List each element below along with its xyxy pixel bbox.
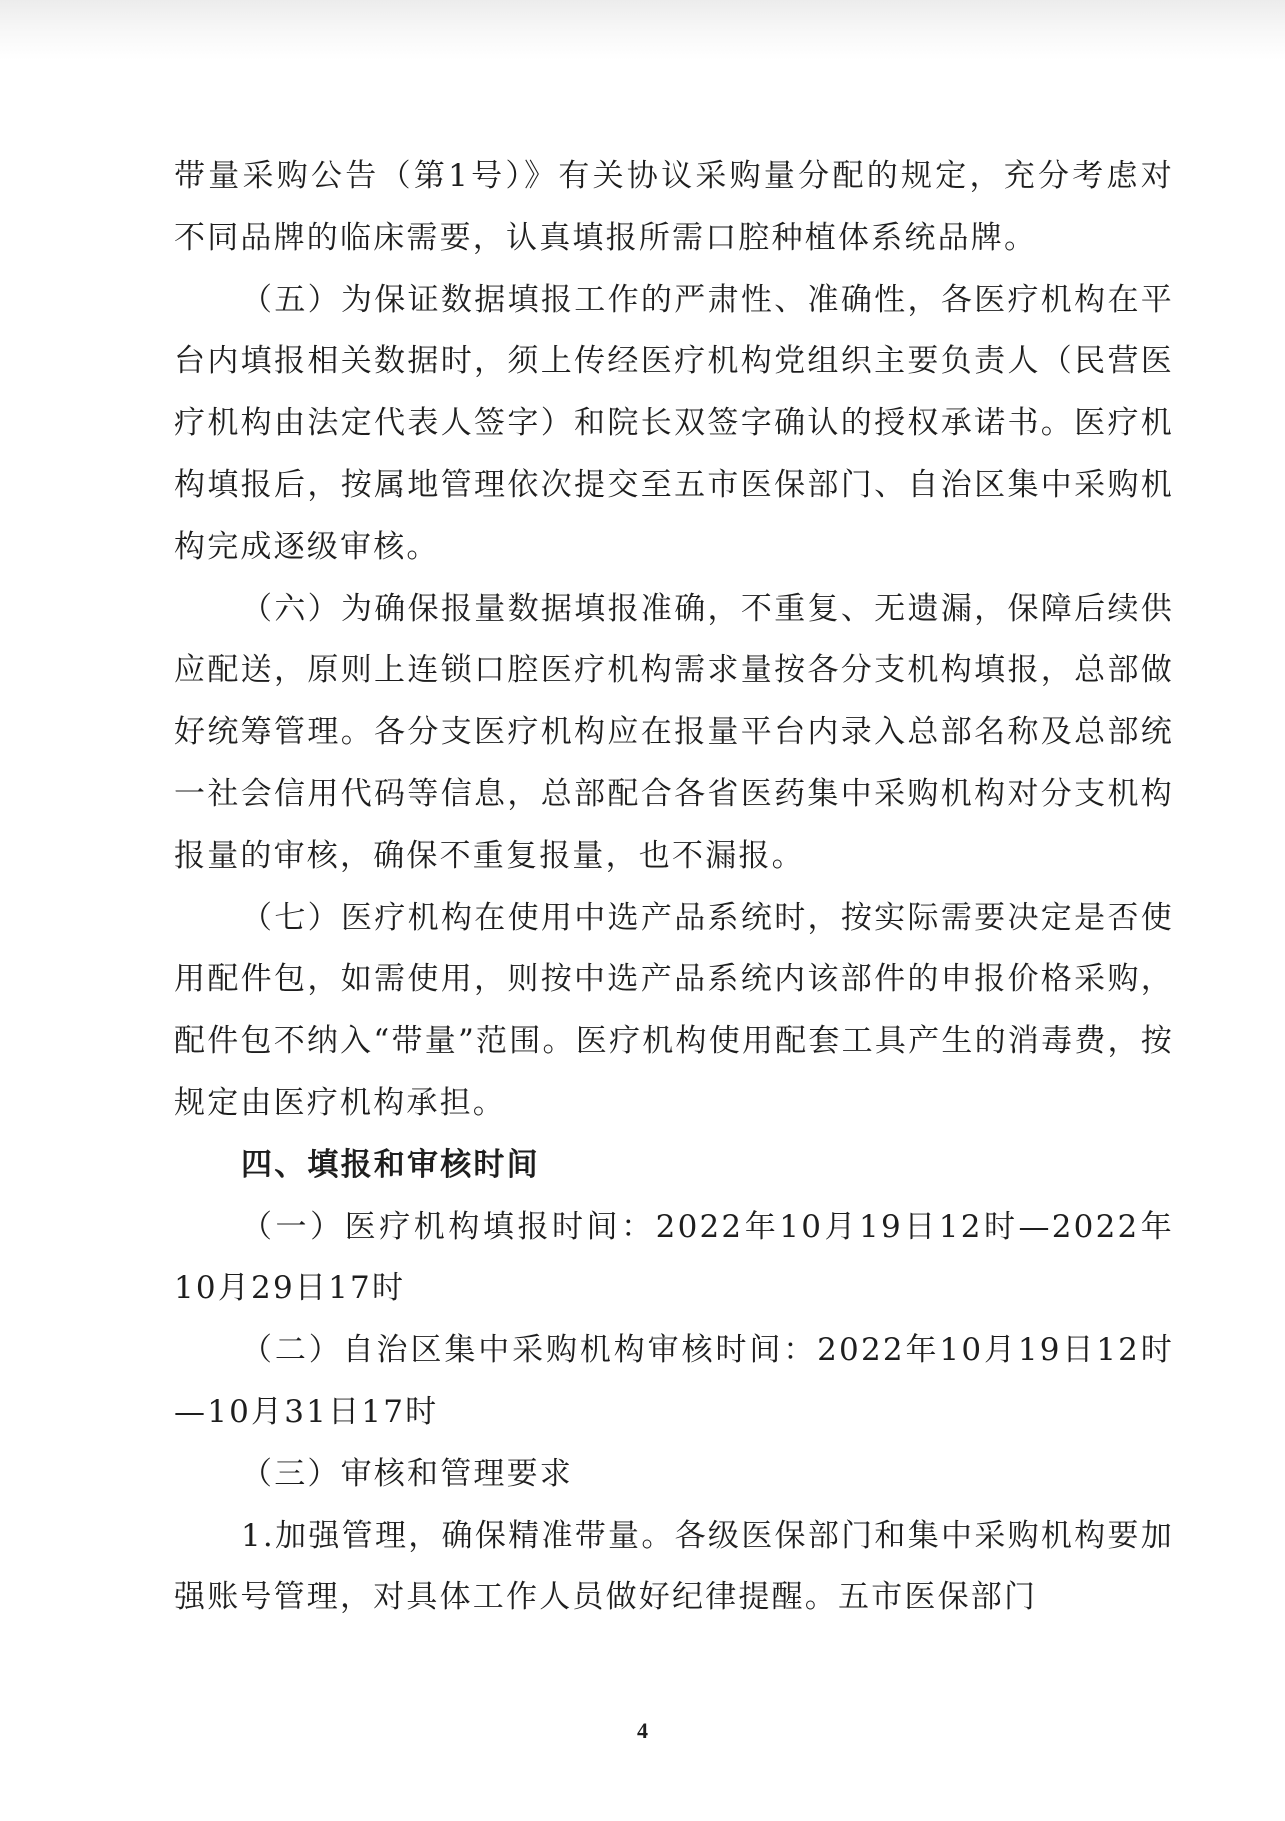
scan-edge-shadow [0,0,1285,60]
paragraph-item-5: （五）为保证数据填报工作的严肃性、准确性，各医疗机构在平台内填报相关数据时，须上传经医疗机构党组织主要负责人（民营医疗机构由法定代表人签字）和院长双签字确认的授权承诺书。医疗机构填报后，按属地管理依次提交至五市医保部门、自治区集中采购机构完成逐级审核。 [174,281,1174,565]
paragraph-item-7: （七）医疗机构在使用中选产品系统时，按实际需要决定是否使用配件包，如需使用，则按中选产品系统内该部件的申报价格采购，配件包不纳入“带量”范围。医疗机构使用配套工具产生的消毒费，按规定由医疗机构承担。 [174,899,1174,1121]
document-body [174,146,1174,1629]
paragraph-management-1: 1.加强管理，确保精准带量。各级医保部门和集中采购机构要加强账号管理，对具体工作人员做好纪律提醒。五市医保部门 [174,1517,1174,1616]
page-number: 4 [637,1718,648,1743]
section-heading-4: 四、填报和审核时间 [241,1146,540,1183]
paragraph-submission-time: （一）医疗机构填报时间：2022年10月19日12时—2022年10月29日17时 [174,1208,1174,1307]
paragraph-continuation: 带量采购公告（第1号）》有关协议采购量分配的规定，充分考虑对不同品牌的临床需要，认真填报所需口腔种植体系统品牌。 [174,158,1174,256]
paragraph-review-time: （二）自治区集中采购机构审核时间：2022年10月19日12时—10月31日17时 [174,1332,1174,1430]
paragraph-review-requirements: （三）审核和管理要求 [241,1455,573,1492]
paragraph-item-6: （六）为确保报量数据填报准确，不重复、无遗漏，保障后续供应配送，原则上连锁口腔医疗机构需求量按各分支机构填报，总部做好统筹管理。各分支医疗机构应在报量平台内录入总部名称及总部统一社会信用代码等信息，总部配合各省医药集中采购机构对分支机构报量的审核，确保不重复报量，也不漏报。 [174,590,1174,874]
